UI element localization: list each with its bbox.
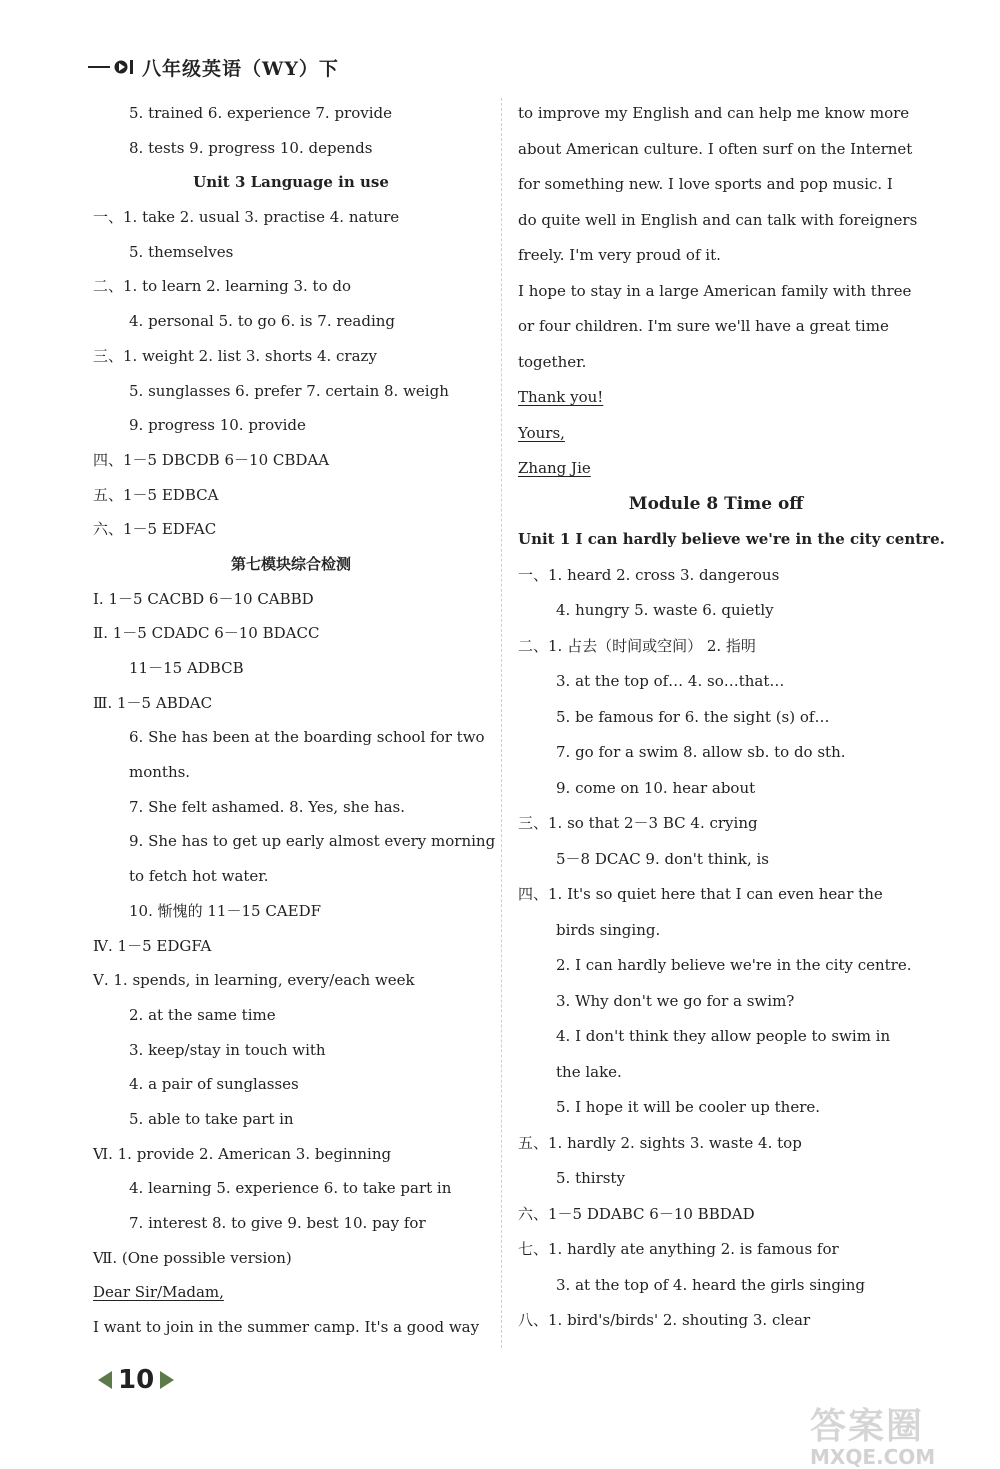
watermark-text-cn: 答案圈: [810, 1406, 925, 1447]
answer-line: 3. keep/stay in touch with: [129, 1040, 326, 1059]
section-heading: Unit 1 I can hardly believe we're in the city centre.: [518, 530, 945, 548]
answer-line: 六、1－5 DDABC 6－10 BBDAD: [518, 1204, 755, 1223]
answer-line: 五、1－5 EDBCA: [93, 485, 219, 504]
answer-line: 3. Why don't we go for a swim?: [556, 991, 795, 1010]
answer-line: freely. I'm very proud of it.: [518, 246, 721, 264]
answer-line: 七、1. hardly ate anything 2. is famous for: [518, 1240, 839, 1258]
answer-line: 9. come on 10. hear about: [556, 778, 756, 797]
answer-line: Ⅳ. 1－5 EDGFA: [93, 936, 212, 955]
answer-line: 2. at the same time: [129, 1005, 276, 1024]
answer-line: 5. able to take part in: [129, 1109, 294, 1128]
answer-line: 一、1. heard 2. cross 3. dangerous: [518, 565, 780, 584]
answer-line: 7. She felt ashamed. 8. Yes, she has.: [129, 797, 406, 816]
answer-line: 9. She has to get up early almost every morning: [129, 832, 496, 851]
right-triangle-icon: [160, 1371, 174, 1389]
answer-line: 5. be famous for 6. the sight (s) of…: [556, 707, 830, 726]
left-column: [93, 96, 496, 1345]
answer-line: 四、1. It's so quiet here that I can even hear the: [518, 885, 883, 903]
answer-line: 10. 惭愧的 11－15 CAEDF: [129, 901, 322, 920]
answer-line: 5－8 DCAC 9. don't think, is: [556, 849, 769, 868]
answer-line: Yours,: [518, 423, 565, 442]
answer-line: 一、1. take 2. usual 3. practise 4. nature: [93, 208, 400, 227]
page-header: [88, 52, 339, 82]
answer-line: Ⅵ. 1. provide 2. American 3. beginning: [93, 1144, 392, 1163]
answer-line: about American culture. I often surf on the Internet: [518, 139, 913, 158]
answer-line: Ⅶ. (One possible version): [93, 1248, 292, 1267]
header-title: 八年级英语（WY）下: [142, 57, 339, 80]
watermark: [810, 1398, 935, 1469]
answer-line: do quite well in English and can talk with foreigners: [518, 210, 918, 229]
answer-line: 7. go for a swim 8. allow sb. to do sth.: [556, 743, 846, 761]
answer-line: 6. She has been at the boarding school for two: [129, 728, 485, 747]
answer-line: 三、1. weight 2. list 3. shorts 4. crazy: [93, 346, 377, 365]
answer-line: 五、1. hardly 2. sights 3. waste 4. top: [518, 1133, 802, 1152]
answer-line: 5. trained 6. experience 7. provide: [129, 104, 393, 122]
section-heading: Unit 3 Language in use: [193, 173, 389, 192]
answer-line: 4. hungry 5. waste 6. quietly: [556, 601, 774, 619]
answer-line: Ⅲ. 1－5 ABDAC: [93, 693, 213, 712]
answer-line: together.: [518, 352, 587, 371]
answer-line: 7. interest 8. to give 9. best 10. pay for: [129, 1214, 426, 1232]
answer-line: 4. learning 5. experience 6. to take part in: [129, 1179, 452, 1198]
page-number: 10: [118, 1365, 155, 1395]
answer-line: the lake.: [556, 1062, 622, 1081]
answer-line: 二、1. 占去（时间或空间） 2. 指明: [518, 636, 756, 655]
right-column: [518, 96, 945, 1339]
answer-line: 5. thirsty: [556, 1169, 625, 1187]
answer-line: 2. I can hardly believe we're in the city centre.: [556, 956, 912, 974]
answer-line: Dear Sir/Madam,: [93, 1283, 224, 1302]
answer-line: Ⅱ. 1－5 CDADC 6－10 BDACC: [93, 624, 320, 643]
answer-line: 3. at the top of… 4. so…that…: [556, 672, 785, 690]
answer-line: to fetch hot water.: [129, 867, 269, 886]
answer-line: 4. a pair of sunglasses: [129, 1075, 299, 1094]
left-triangle-icon: [98, 1371, 112, 1389]
answer-line: 4. I don't think they allow people to swim in: [556, 1027, 891, 1045]
answer-line: 11－15 ADBCB: [129, 659, 244, 677]
answer-line: 八、1. bird's/birds' 2. shouting 3. clear: [518, 1311, 811, 1329]
answer-line: Ⅴ. 1. spends, in learning, every/each week: [93, 971, 415, 990]
answer-line: 9. progress 10. provide: [129, 416, 306, 435]
column-divider: [501, 98, 502, 1348]
answer-line: Zhang Jie: [518, 459, 591, 477]
book-logo-icon: [114, 58, 136, 76]
answer-line: 5. themselves: [129, 242, 234, 261]
answer-line: 六、1－5 EDFAC: [93, 520, 217, 539]
header-rule: [88, 66, 110, 68]
answer-line: 四、1－5 DBCDB 6－10 CBDAA: [93, 450, 330, 469]
watermark-text-en: MXQE.COM: [810, 1445, 936, 1469]
answer-line: 8. tests 9. progress 10. depends: [129, 138, 373, 157]
section-heading: 第七模块综合检测: [230, 554, 351, 573]
answer-line: months.: [129, 763, 191, 782]
answer-line: 5. I hope it will be cooler up there.: [556, 1098, 821, 1116]
answer-line: I hope to stay in a large American family with three: [518, 281, 912, 300]
section-heading: Module 8 Time off: [628, 493, 804, 514]
answer-line: for something new. I love sports and pop music. I: [518, 175, 893, 193]
answer-line: Thank you!: [518, 388, 604, 406]
answer-line: 3. at the top of 4. heard the girls singing: [556, 1275, 866, 1294]
answer-line: or four children. I'm sure we'll have a great time: [518, 317, 889, 335]
answer-line: to improve my English and can help me know more: [518, 104, 910, 122]
answer-line: 5. sunglasses 6. prefer 7. certain 8. weigh: [129, 381, 449, 400]
answer-line: 三、1. so that 2－3 BC 4. crying: [518, 814, 758, 832]
answer-line: I want to join in the summer camp. It's a good way: [93, 1318, 480, 1337]
answer-line: 二、1. to learn 2. learning 3. to do: [93, 277, 352, 296]
answer-line: birds singing.: [556, 920, 661, 939]
answer-line: Ⅰ. 1－5 CACBD 6－10 CABBD: [93, 589, 314, 608]
page-footer: [98, 1360, 174, 1400]
answer-line: 4. personal 5. to go 6. is 7. reading: [129, 312, 396, 331]
